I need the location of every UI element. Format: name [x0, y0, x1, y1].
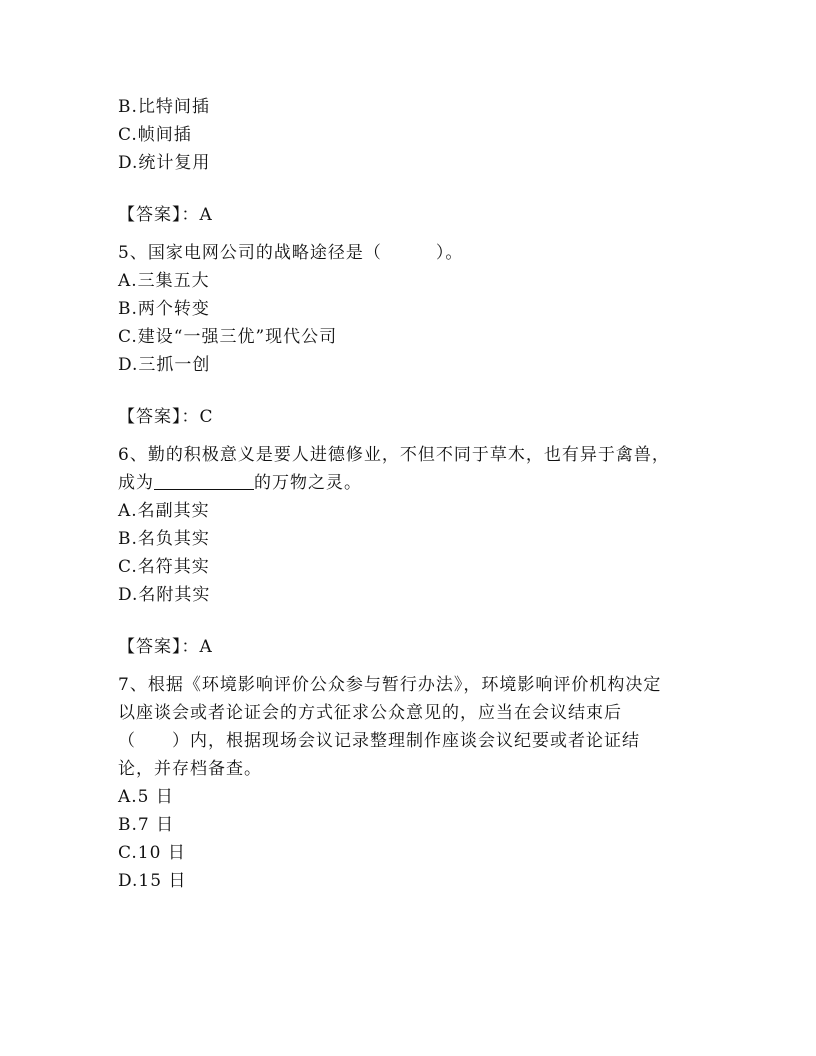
option-a: A.三集五大 [118, 271, 210, 291]
fill-in-blank [154, 471, 254, 490]
option-d: D.名附其实 [118, 585, 211, 605]
document-page [118, 93, 708, 895]
question-stem: 7、根据《环境影响评价公众参与暂行办法》，环境影响评价机构决定 [118, 675, 662, 695]
question-stem-continued [118, 469, 708, 497]
question-6 [118, 441, 708, 609]
option-d: D.15 日 [118, 871, 187, 891]
question-stem: 以座谈会或者论证会的方式征求公众意见的，应当在会议结束后 [118, 703, 622, 723]
option-b: B.两个转变 [118, 299, 210, 319]
option-a: A.5 日 [118, 787, 174, 807]
option-b: B.比特间插 [118, 97, 210, 117]
stem-text: 的万物之灵。 [254, 473, 362, 493]
question-stem: 6、勤的积极意义是要人进德修业，不但不同于草木，也有异于禽兽， [118, 445, 670, 465]
prev-question-options [118, 93, 708, 177]
option-c: C.10 日 [118, 843, 186, 863]
answer-label: 【答案】：A [118, 637, 213, 657]
option-c: C.帧间插 [118, 125, 192, 145]
question-stem: 论，并存档备查。 [118, 759, 262, 779]
answer-label: 【答案】：A [118, 205, 213, 225]
answer-label: 【答案】：C [118, 407, 214, 427]
option-c: C.名符其实 [118, 557, 210, 577]
option-b: B.名负其实 [118, 529, 210, 549]
option-d: D.三抓一创 [118, 355, 211, 375]
option-b: B.7 日 [118, 815, 175, 835]
option-d: D.统计复用 [118, 153, 211, 173]
question-5 [118, 239, 708, 379]
question-stem: （ ）内，根据现场会议记录整理制作座谈会议纪要或者论证结 [118, 731, 640, 751]
option-a: A.名副其实 [118, 501, 210, 521]
stem-text: 成为 [118, 473, 154, 493]
question-7 [118, 671, 708, 895]
question-stem: 5、国家电网公司的战略途径是（ ）。 [118, 243, 464, 263]
option-c: C.建设“一强三优”现代公司 [118, 327, 338, 347]
